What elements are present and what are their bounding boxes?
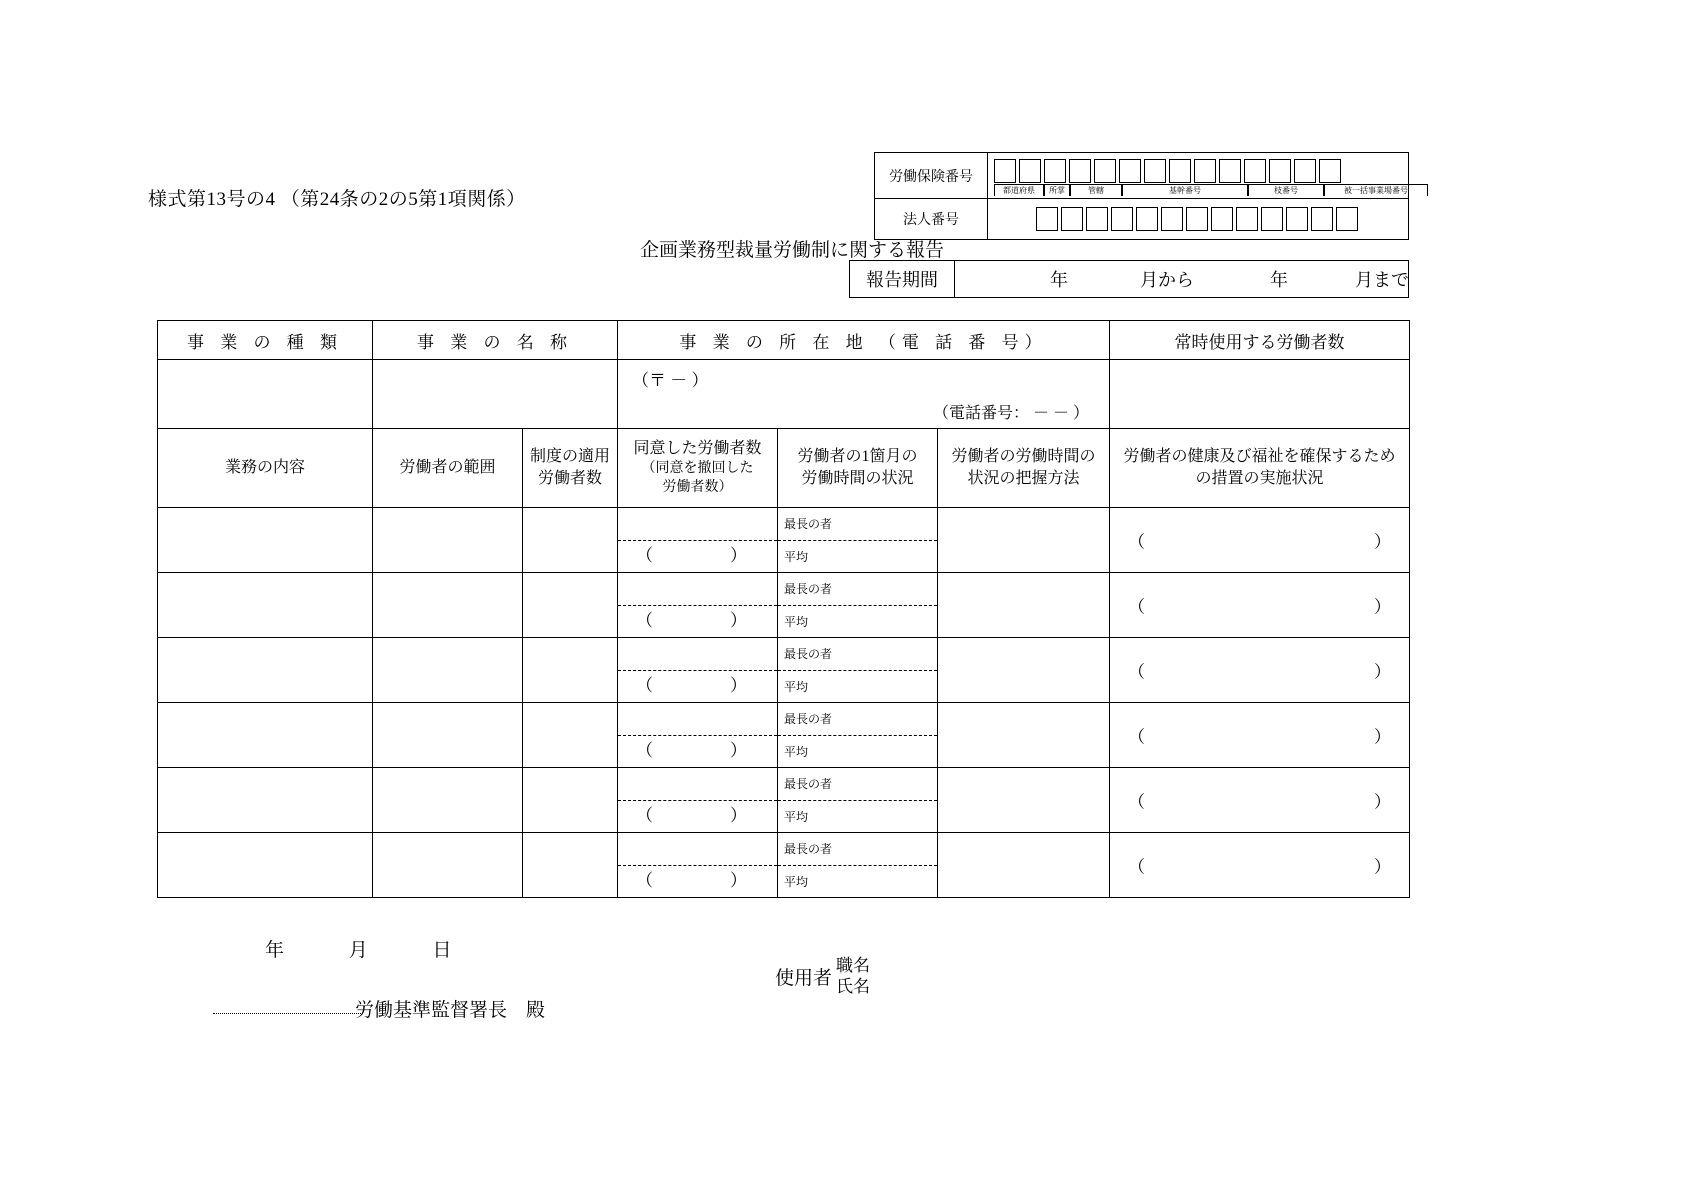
paren-open: （ bbox=[1128, 597, 1146, 617]
label-longest: 最長の者 bbox=[778, 638, 937, 671]
cell-worker-scope[interactable] bbox=[373, 573, 523, 638]
table-row bbox=[158, 573, 1410, 638]
insurance-sublabels bbox=[994, 184, 1408, 196]
cell-health-measures[interactable] bbox=[1110, 573, 1410, 638]
sublabel-prefecture: 都道府県 bbox=[994, 184, 1044, 196]
cell-monthly-hours[interactable] bbox=[778, 573, 938, 638]
labour-office-line: 労働基準監督署長 殿 bbox=[355, 1000, 546, 1021]
corporate-cell[interactable] bbox=[1086, 207, 1108, 231]
paren-open: （ bbox=[1128, 727, 1146, 747]
insurance-cell[interactable] bbox=[1094, 159, 1116, 183]
corporate-cell[interactable] bbox=[1161, 207, 1183, 231]
header-health-welfare-measures bbox=[1110, 429, 1410, 508]
insurance-cell[interactable] bbox=[1244, 159, 1266, 183]
insurance-cell[interactable] bbox=[1269, 159, 1291, 183]
cell-consented-workers[interactable] bbox=[618, 833, 778, 898]
corporate-cell[interactable] bbox=[1186, 207, 1208, 231]
report-period-box bbox=[849, 260, 1409, 298]
cell-applied-workers[interactable] bbox=[523, 508, 618, 573]
cell-monthly-hours[interactable] bbox=[778, 768, 938, 833]
insurance-cell[interactable] bbox=[1069, 159, 1091, 183]
cell-work-content[interactable] bbox=[158, 703, 373, 768]
telephone-placeholder: （電話番号： － － ） bbox=[933, 405, 1090, 422]
cell-work-content[interactable] bbox=[158, 768, 373, 833]
field-business-name[interactable] bbox=[373, 360, 618, 429]
paren-close: ） bbox=[730, 546, 747, 565]
cell-monthly-hours[interactable] bbox=[778, 508, 938, 573]
insurance-cell[interactable] bbox=[1219, 159, 1241, 183]
label-average: 平均 bbox=[784, 744, 809, 759]
field-business-type[interactable] bbox=[158, 360, 373, 429]
period-to-year: 年 bbox=[1270, 270, 1288, 290]
cell-consented-workers[interactable] bbox=[618, 573, 778, 638]
corporate-cell[interactable] bbox=[1211, 207, 1233, 231]
insurance-cell[interactable] bbox=[1294, 159, 1316, 183]
header-consented-workers bbox=[618, 429, 778, 508]
label-average: 平均 bbox=[784, 549, 809, 564]
cell-applied-workers[interactable] bbox=[523, 703, 618, 768]
cell-applied-workers[interactable] bbox=[523, 833, 618, 898]
cell-monthly-hours[interactable] bbox=[778, 703, 938, 768]
paren-open: （ bbox=[636, 871, 653, 890]
label-average: 平均 bbox=[784, 614, 809, 629]
header-tracking-line1: 労働者の労働時間の bbox=[951, 448, 1096, 466]
field-business-address[interactable] bbox=[618, 360, 1110, 429]
main-form-table bbox=[157, 320, 1410, 898]
table-row bbox=[158, 833, 1410, 898]
form-number: 様式第13号の4 （第24条の2の5第1項関係） bbox=[148, 189, 526, 210]
paren-close: ） bbox=[1374, 792, 1392, 812]
paren-open: （ bbox=[636, 806, 653, 825]
insurance-cell[interactable] bbox=[1319, 159, 1341, 183]
paren-close: ） bbox=[730, 676, 747, 695]
paren-close: ） bbox=[730, 741, 747, 760]
header-hours-tracking-method bbox=[938, 429, 1110, 508]
cell-applied-workers[interactable] bbox=[523, 768, 618, 833]
header-health-line1: 労働者の健康及び福祉を確保するため bbox=[1123, 448, 1396, 466]
insurance-cell[interactable] bbox=[1144, 159, 1166, 183]
header-work-content: 業務の内容 bbox=[158, 429, 373, 508]
label-average: 平均 bbox=[784, 874, 809, 889]
paren-close: ） bbox=[1374, 857, 1392, 877]
period-from-month: 月から bbox=[1140, 270, 1194, 290]
corporate-cell[interactable] bbox=[1311, 207, 1333, 231]
paren-open: （ bbox=[1128, 857, 1146, 877]
table-row bbox=[158, 508, 1410, 573]
cell-consented-workers[interactable] bbox=[618, 703, 778, 768]
sublabel-base-number: 基幹番号 bbox=[1122, 184, 1248, 196]
label-average: 平均 bbox=[784, 809, 809, 824]
header-consented-line2: （同意を撤回した bbox=[641, 460, 754, 476]
header-monthly-hours bbox=[778, 429, 938, 508]
field-employee-count[interactable] bbox=[1110, 360, 1410, 429]
paren-open: （ bbox=[636, 676, 653, 695]
header-applied-workers-line1: 制度の適用 bbox=[529, 448, 610, 466]
cell-work-content[interactable] bbox=[158, 573, 373, 638]
insurance-cell[interactable] bbox=[1019, 159, 1041, 183]
header-worker-scope: 労働者の範囲 bbox=[373, 429, 523, 508]
corporate-cell[interactable] bbox=[1136, 207, 1158, 231]
cell-tracking-method[interactable] bbox=[938, 833, 1110, 898]
header-tracking-line2: 状況の把握方法 bbox=[967, 470, 1080, 487]
table-header-row-1 bbox=[158, 321, 1410, 360]
cell-applied-workers[interactable] bbox=[523, 573, 618, 638]
paren-close: ） bbox=[1374, 727, 1392, 747]
labour-insurance-label: 労働保険番号 bbox=[875, 153, 988, 198]
corporate-cell[interactable] bbox=[1336, 207, 1358, 231]
cell-tracking-method[interactable] bbox=[938, 768, 1110, 833]
submission-date-line[interactable] bbox=[265, 935, 511, 962]
header-health-line2: の措置の実施状況 bbox=[1195, 470, 1324, 487]
labour-insurance-row bbox=[875, 153, 1408, 198]
corporate-number-cells bbox=[988, 199, 1408, 239]
cell-monthly-hours[interactable] bbox=[778, 638, 938, 703]
header-employee-count: 常時使用する労働者数 bbox=[1110, 321, 1410, 360]
header-monthly-hours-line1: 労働者の1箇月の bbox=[797, 448, 918, 466]
date-day-label: 日 bbox=[432, 940, 453, 961]
date-month-label: 月 bbox=[348, 940, 369, 961]
document-title: 企画業務型裁量労働制に関する報告 bbox=[640, 240, 945, 261]
insurance-cell[interactable] bbox=[1169, 159, 1191, 183]
corporate-cell[interactable] bbox=[1286, 207, 1308, 231]
cell-tracking-method[interactable] bbox=[938, 508, 1110, 573]
paren-close: ） bbox=[1374, 532, 1392, 552]
cell-health-measures[interactable] bbox=[1110, 768, 1410, 833]
cell-worker-scope[interactable] bbox=[373, 833, 523, 898]
cell-tracking-method[interactable] bbox=[938, 573, 1110, 638]
table-info-row bbox=[158, 360, 1410, 429]
cell-tracking-method[interactable] bbox=[938, 703, 1110, 768]
paren-open: （ bbox=[1128, 792, 1146, 812]
labour-insurance-cells bbox=[988, 153, 1408, 198]
header-consented-line1: 同意した労働者数 bbox=[633, 440, 762, 458]
label-longest: 最長の者 bbox=[778, 768, 937, 801]
insurance-cell[interactable] bbox=[1194, 159, 1216, 183]
corporate-cell[interactable] bbox=[1036, 207, 1058, 231]
paren-open: （ bbox=[636, 611, 653, 630]
sublabel-jurisdiction: 所掌 bbox=[1044, 184, 1070, 196]
header-monthly-hours-line2: 労働時間の状況 bbox=[801, 470, 914, 487]
paren-open: （ bbox=[1128, 662, 1146, 682]
cell-monthly-hours[interactable] bbox=[778, 833, 938, 898]
paren-close: ） bbox=[1374, 662, 1392, 682]
label-average: 平均 bbox=[784, 679, 809, 694]
paren-close: ） bbox=[1374, 597, 1392, 617]
report-period-fields[interactable] bbox=[955, 261, 1408, 297]
cell-consented-workers[interactable] bbox=[618, 768, 778, 833]
paren-close: ） bbox=[730, 871, 747, 890]
label-longest: 最長の者 bbox=[778, 703, 937, 736]
header-business-address: 事 業 の 所 在 地 （電 話 番 号） bbox=[618, 321, 1110, 360]
label-longest: 最長の者 bbox=[778, 833, 937, 866]
sublabel-branch-number: 枝番号 bbox=[1248, 184, 1324, 196]
paren-close: ） bbox=[730, 806, 747, 825]
cell-health-measures[interactable] bbox=[1110, 508, 1410, 573]
cell-health-measures[interactable] bbox=[1110, 638, 1410, 703]
header-applied-workers-line2: 労働者数 bbox=[537, 470, 602, 487]
cell-health-measures[interactable] bbox=[1110, 833, 1410, 898]
employer-title-label: 職名 bbox=[836, 956, 871, 975]
insurance-cell[interactable] bbox=[1119, 159, 1141, 183]
labour-insurance-cell-row bbox=[994, 159, 1402, 183]
sublabel-control: 管轄 bbox=[1070, 184, 1122, 196]
insurance-cell[interactable] bbox=[1044, 159, 1066, 183]
cell-work-content[interactable] bbox=[158, 833, 373, 898]
table-row bbox=[158, 703, 1410, 768]
period-to-month: 月まで bbox=[1355, 270, 1409, 290]
header-consented-line3: 労働者数） bbox=[662, 479, 733, 495]
paren-open: （ bbox=[636, 546, 653, 565]
table-header-row-2 bbox=[158, 429, 1410, 508]
label-longest: 最長の者 bbox=[778, 573, 937, 606]
table-row bbox=[158, 638, 1410, 703]
employer-label: 使用者 bbox=[775, 967, 833, 989]
signature-dotted-line bbox=[213, 1013, 361, 1014]
corporate-cell[interactable] bbox=[1261, 207, 1283, 231]
insurance-cell[interactable] bbox=[994, 159, 1016, 183]
corporate-number-row bbox=[875, 198, 1408, 239]
cell-worker-scope[interactable] bbox=[373, 768, 523, 833]
corporate-cell[interactable] bbox=[1111, 207, 1133, 231]
label-longest: 最長の者 bbox=[778, 508, 937, 541]
paren-close: ） bbox=[730, 611, 747, 630]
corporate-number-label: 法人番号 bbox=[875, 199, 988, 239]
header-business-name: 事 業 の 名 称 bbox=[373, 321, 618, 360]
employer-name-label: 氏名 bbox=[836, 977, 871, 997]
date-year-label: 年 bbox=[265, 940, 286, 961]
cell-worker-scope[interactable] bbox=[373, 638, 523, 703]
header-business-type: 事 業 の 種 類 bbox=[158, 321, 373, 360]
cell-tracking-method[interactable] bbox=[938, 638, 1110, 703]
paren-open: （ bbox=[1128, 532, 1146, 552]
postal-code-placeholder: （〒 － ） bbox=[632, 371, 709, 390]
employer-block bbox=[775, 955, 870, 998]
cell-health-measures[interactable] bbox=[1110, 703, 1410, 768]
corporate-cell-row bbox=[1036, 207, 1402, 231]
report-period-label: 報告期間 bbox=[850, 261, 955, 297]
cell-worker-scope[interactable] bbox=[373, 508, 523, 573]
corporate-cell[interactable] bbox=[1061, 207, 1083, 231]
cell-work-content[interactable] bbox=[158, 508, 373, 573]
cell-worker-scope[interactable] bbox=[373, 703, 523, 768]
insurance-number-box bbox=[874, 152, 1409, 240]
paren-open: （ bbox=[636, 741, 653, 760]
cell-consented-workers[interactable] bbox=[618, 508, 778, 573]
sublabel-bundled-office-number: 被一括事業場番号 bbox=[1324, 184, 1428, 196]
employer-fields bbox=[836, 955, 870, 998]
table-row bbox=[158, 768, 1410, 833]
header-applied-workers bbox=[523, 429, 618, 508]
cell-applied-workers[interactable] bbox=[523, 638, 618, 703]
cell-work-content[interactable] bbox=[158, 638, 373, 703]
cell-consented-workers[interactable] bbox=[618, 638, 778, 703]
corporate-cell[interactable] bbox=[1236, 207, 1258, 231]
period-from-year: 年 bbox=[1050, 270, 1068, 290]
